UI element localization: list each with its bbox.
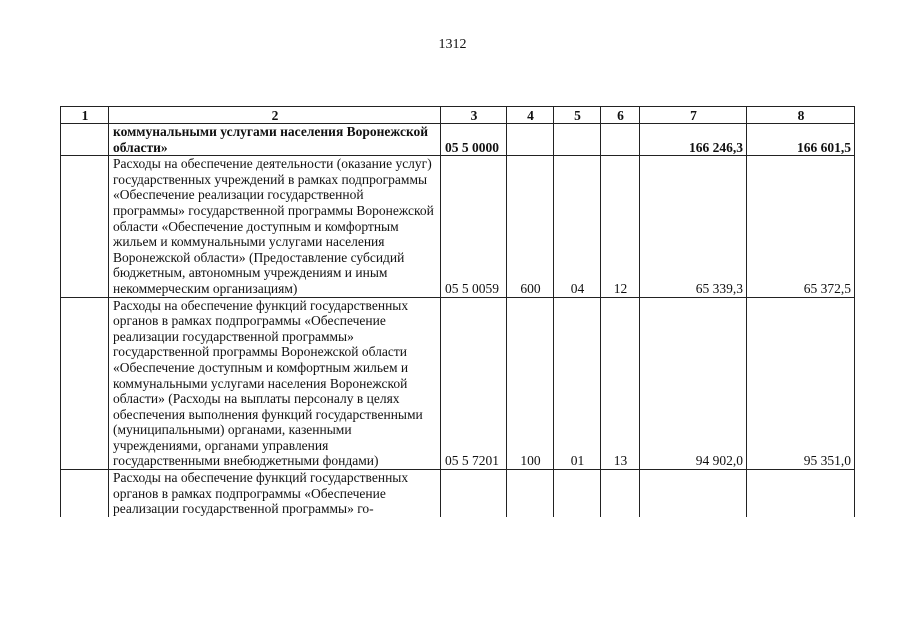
row-expense-type	[507, 124, 554, 156]
row-target-code: 05 5 7201	[441, 297, 507, 470]
row-subsection	[601, 124, 640, 156]
budget-table	[60, 106, 855, 517]
row-section	[554, 124, 601, 156]
header-row	[61, 107, 855, 124]
row-amount-1	[640, 470, 747, 517]
row-expense-type: 600	[507, 156, 554, 297]
row-section: 01	[554, 297, 601, 470]
row-amount-2: 95 351,0	[747, 297, 855, 470]
row-section	[554, 470, 601, 517]
row-section: 04	[554, 156, 601, 297]
header-col-4: 4	[507, 107, 554, 124]
row-expense-type	[507, 470, 554, 517]
row-description: Расходы на обеспечение функций государственных органов в рамках подпрограммы «Обеспечение реализации государственной программы» го-	[109, 470, 441, 517]
row-amount-2: 65 372,5	[747, 156, 855, 297]
row-target-code: 05 5 0000	[441, 124, 507, 156]
row-subsection: 13	[601, 297, 640, 470]
table-row	[61, 297, 855, 470]
header-col-6: 6	[601, 107, 640, 124]
row-amount-1: 94 902,0	[640, 297, 747, 470]
row-subsection: 12	[601, 156, 640, 297]
row-amount-1: 65 339,3	[640, 156, 747, 297]
row-amount-1: 166 246,3	[640, 124, 747, 156]
table-row	[61, 156, 855, 297]
row-description: Расходы на обеспечение функций государственных органов в рамках подпрограммы «Обеспечение реализации государственной программы» государственной программы Воронежской области «Обеспечение доступным и комфортным жильем и коммунальными услугами населения Воронежской области» (Расходы на выплаты персоналу в целях обеспечения выполнения функций государственными (муниципальными) органами, казенными учреждениями, органами управления государственными внебюджетными фондами)	[109, 297, 441, 470]
row-number-cell	[61, 470, 109, 517]
row-subsection	[601, 470, 640, 517]
table-row	[61, 124, 855, 156]
row-amount-2: 166 601,5	[747, 124, 855, 156]
row-expense-type: 100	[507, 297, 554, 470]
row-number-cell	[61, 297, 109, 470]
header-col-2: 2	[109, 107, 441, 124]
header-col-5: 5	[554, 107, 601, 124]
table-row	[61, 470, 855, 517]
header-col-3: 3	[441, 107, 507, 124]
header-col-8: 8	[747, 107, 855, 124]
row-description: Расходы на обеспечение деятельности (оказание услуг) государственных учреждений в рамках подпрограммы «Обеспечение реализации государственной программы» государственной программы Воронежской области «Обеспечение доступным и комфортным жильем и коммунальными услугами населения Воронежской области» (Предоставление субсидий бюджетным, автономным учреждениям и иным некоммерческим организациям)	[109, 156, 441, 297]
row-number-cell	[61, 156, 109, 297]
row-target-code: 05 5 0059	[441, 156, 507, 297]
header-col-1: 1	[61, 107, 109, 124]
page-number: 1312	[438, 37, 467, 52]
row-description: коммунальными услугами населения Воронежской области»	[109, 124, 441, 156]
table-header	[61, 107, 855, 124]
header-col-7: 7	[640, 107, 747, 124]
row-amount-2	[747, 470, 855, 517]
row-number-cell	[61, 124, 109, 156]
row-target-code	[441, 470, 507, 517]
